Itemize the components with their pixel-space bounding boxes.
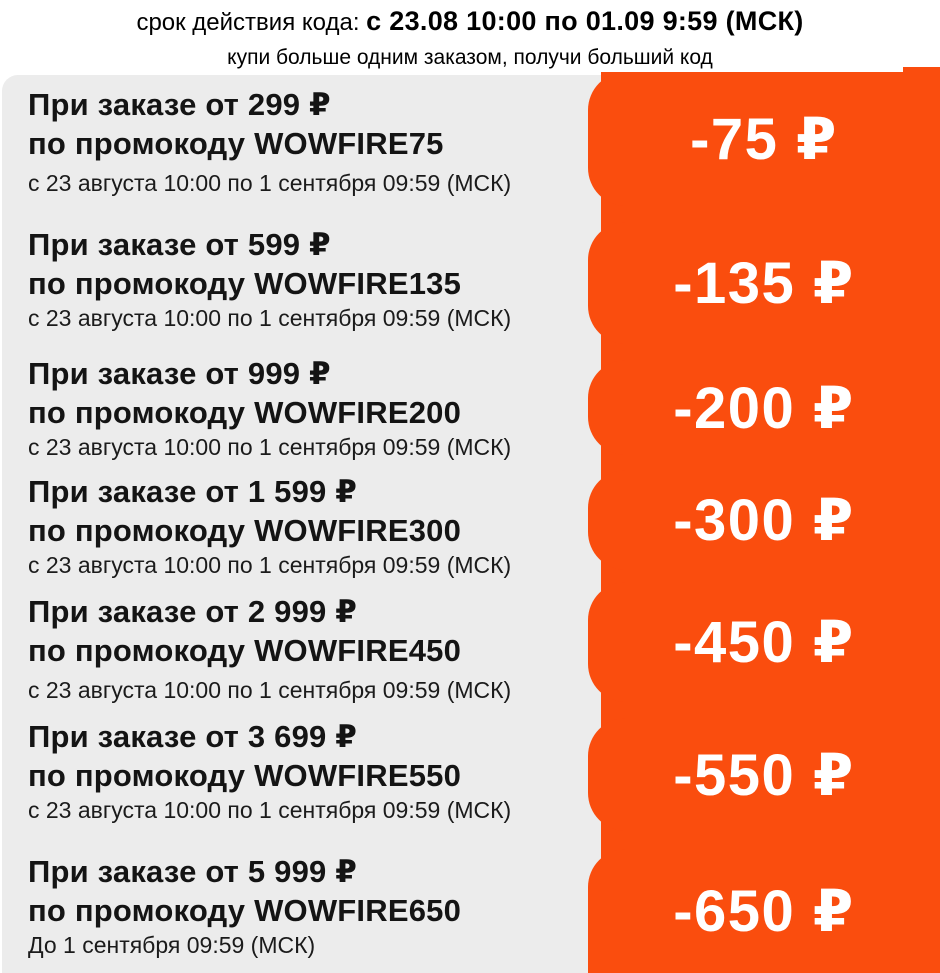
discount-badge-2 — [588, 222, 940, 344]
promo-subtitle: купи больше одним заказом, получи больший код — [227, 45, 713, 69]
discount-amount: -300 ₽ — [673, 488, 855, 553]
offer-min-order: При заказе от 999 ₽ — [28, 356, 331, 391]
validity-prefix: срок действия кода: — [136, 9, 367, 36]
offer-validity: с 23 августа 10:00 по 1 сентября 09:59 (МСК) — [28, 797, 512, 823]
offer-validity: с 23 августа 10:00 по 1 сентября 09:59 (МСК) — [28, 677, 512, 703]
offer-min-order: При заказе от 299 ₽ — [28, 87, 331, 122]
discount-amount: -200 ₽ — [673, 375, 855, 441]
offer-row-3 — [28, 354, 568, 462]
validity-dates: с 23.08 10:00 по 01.09 9:59 (МСК) — [366, 6, 804, 36]
offer-promo-line: по промокоду WOWFIRE650 — [28, 893, 462, 928]
discount-amount: -75 ₽ — [690, 107, 838, 172]
offer-validity: До 1 сентября 09:59 (МСК) — [28, 932, 316, 958]
discount-badge-5 — [588, 582, 940, 702]
offer-validity: с 23 августа 10:00 по 1 сентября 09:59 (МСК) — [28, 552, 512, 578]
discount-amount: -650 ₽ — [673, 879, 855, 944]
offer-validity: с 23 августа 10:00 по 1 сентября 09:59 (МСК) — [28, 170, 512, 196]
promo-header — [0, 5, 940, 70]
offer-promo-line: по промокоду WOWFIRE450 — [28, 633, 462, 668]
offer-row-4 — [28, 472, 568, 580]
offer-validity: с 23 августа 10:00 по 1 сентября 09:59 (МСК) — [28, 434, 512, 460]
offer-min-order: При заказе от 599 ₽ — [28, 227, 331, 262]
discount-badge-1 — [588, 72, 940, 206]
offer-min-order: При заказе от 1 599 ₽ — [28, 474, 358, 509]
discount-badge-7 — [588, 849, 940, 973]
offer-promo-line: по промокоду WOWFIRE200 — [28, 395, 462, 430]
discount-amount: -135 ₽ — [673, 251, 855, 316]
offer-validity: с 23 августа 10:00 по 1 сентября 09:59 (МСК) — [28, 305, 512, 331]
offer-promo-line: по промокоду WOWFIRE550 — [28, 758, 462, 793]
discount-badge-3 — [588, 360, 940, 455]
offer-row-6 — [28, 717, 568, 825]
offer-row-1 — [28, 85, 568, 198]
discount-amount: -550 ₽ — [673, 742, 855, 808]
offer-row-5 — [28, 592, 568, 705]
offer-promo-line: по промокоду WOWFIRE300 — [28, 513, 462, 548]
offer-min-order: При заказе от 2 999 ₽ — [28, 594, 358, 629]
offer-min-order: При заказе от 3 699 ₽ — [28, 719, 358, 754]
offer-row-2 — [28, 225, 568, 333]
offer-promo-line: по промокоду WOWFIRE135 — [28, 266, 462, 301]
discount-amount: -450 ₽ — [673, 610, 855, 675]
discount-badge-6 — [588, 718, 940, 831]
offer-promo-line: по промокоду WOWFIRE75 — [28, 126, 444, 161]
offer-min-order: При заказе от 5 999 ₽ — [28, 854, 358, 889]
discount-badge-4 — [588, 470, 940, 570]
promo-validity-line — [0, 5, 940, 38]
offer-row-7 — [28, 852, 568, 960]
